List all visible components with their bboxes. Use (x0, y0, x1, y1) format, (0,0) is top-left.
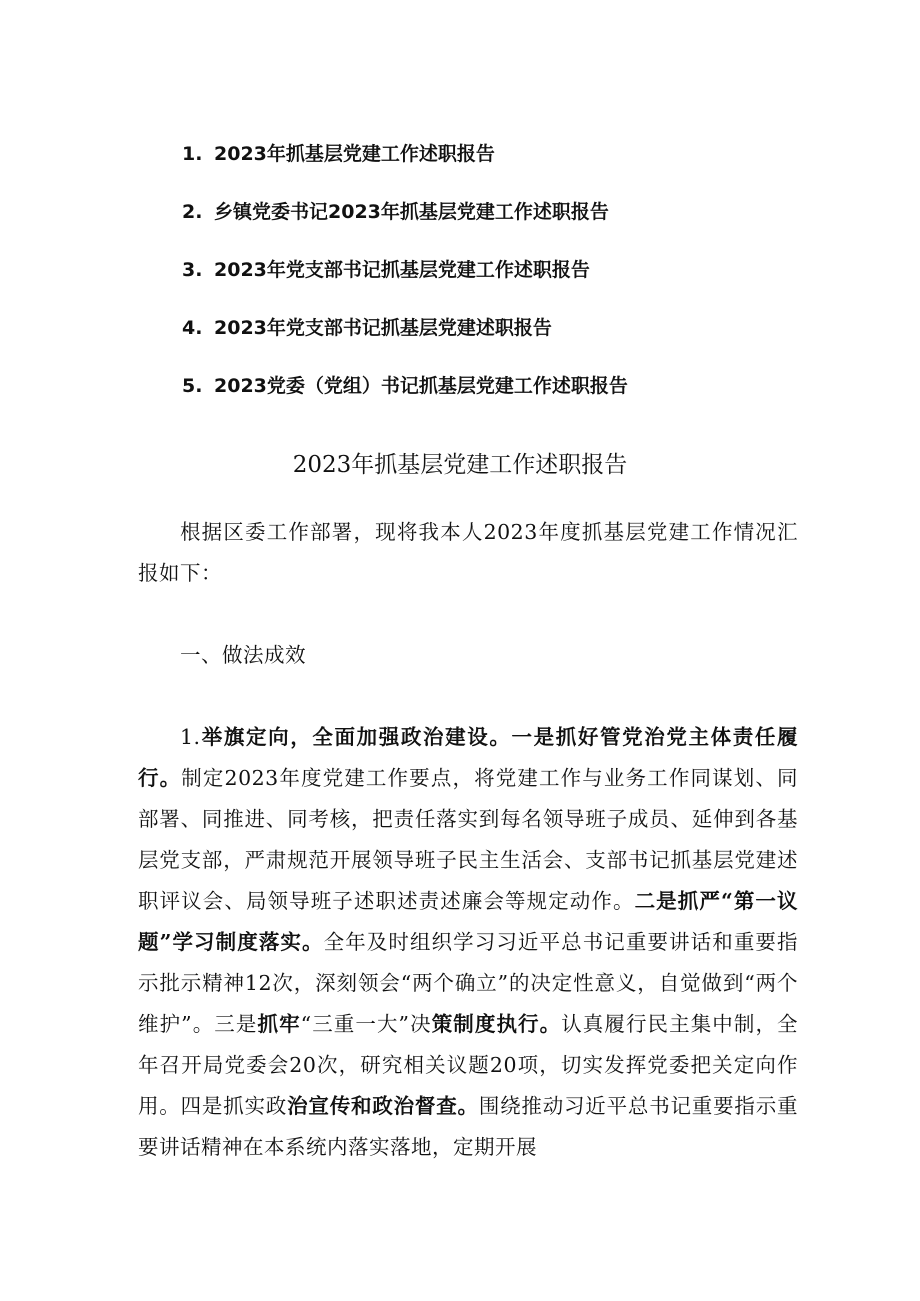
toc-item-text: 2023年党支部书记抓基层党建述职报告 (214, 317, 552, 339)
paragraph-number: 1. (180, 725, 201, 749)
toc-item[interactable] (182, 196, 822, 254)
bold-run: 举旗定向，全面加强政治建设。一是抓好管党治党主体责任履行。 (138, 725, 798, 790)
bold-run: 治宣传和政治督查。 (287, 1094, 479, 1118)
table-of-contents (182, 138, 822, 428)
text-run: 制定2023年度党建工作要点，将党建工作与业务工作同谋划、同部署、同推进、同考核，把责任落实到每名领导班子成员、延伸到各基层党支部，严肃规范开展领导班子民主生活会、支部书记抓基层党建述职评议会、局领导班子述职述责述廉会等规定动作。 (138, 766, 799, 913)
bold-run: 策制度执行。 (431, 1012, 562, 1036)
toc-item-number: 2. (182, 201, 203, 223)
document-body (138, 512, 798, 1168)
toc-item-text: 2023年抓基层党建工作述职报告 (214, 143, 495, 165)
toc-item-text: 2023年党支部书记抓基层党建工作述职报告 (214, 259, 590, 281)
body-paragraph (138, 717, 798, 1168)
bold-run: 二是抓严“第一议题”学习制度落实。 (138, 889, 798, 954)
toc-item-text: 乡镇党委书记2023年抓基层党建工作述职报告 (214, 201, 609, 223)
text-run: 认真履行民主集中制，全年召开局党委会20次，研究相关议题20项，切实发挥党委把关定向作用。四是抓实政 (138, 1012, 799, 1118)
toc-item-number: 4. (182, 317, 203, 339)
text-run: 围绕推动习近平总书记重要指示重要讲话精神在本系统内落实落地，定期开展 (138, 1094, 799, 1159)
section-heading: 一、做法成效 (180, 643, 306, 667)
toc-item[interactable] (182, 370, 822, 428)
toc-item[interactable] (182, 312, 822, 370)
intro-paragraph: 根据区委工作部署，现将我本人2023年度抓基层党建工作情况汇报如下： (138, 520, 798, 585)
text-run: 全年及时组织学习习近平总书记重要讲话和重要指示批示精神12次，深刻领会“两个确立”的决定性意义，自觉做到“两个维护”。三是 (138, 930, 799, 1036)
text-run: “三重一大”决 (300, 1012, 432, 1036)
toc-item-number: 5. (182, 375, 203, 397)
toc-item[interactable] (182, 254, 822, 312)
bold-run: 抓牢 (257, 1012, 301, 1036)
toc-item-number: 3. (182, 259, 203, 281)
toc-item[interactable] (182, 138, 822, 196)
document-title: 2023年抓基层党建工作述职报告 (292, 452, 628, 478)
toc-item-text: 2023党委（党组）书记抓基层党建工作述职报告 (214, 375, 628, 397)
toc-item-number: 1. (182, 143, 203, 165)
